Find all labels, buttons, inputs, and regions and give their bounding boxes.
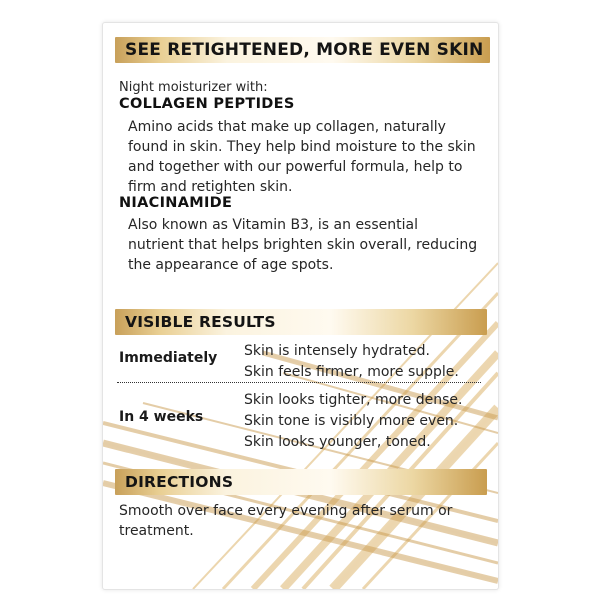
result-item: Skin looks tighter, more dense. — [244, 392, 463, 408]
results-row-label: Immediately — [119, 350, 218, 366]
results-list — [244, 341, 459, 383]
directions-banner: DIRECTIONS — [115, 469, 487, 495]
ingredient-description: Amino acids that make up collagen, naturally found in skin. They help bind moisture to the skin and together with our powerful formula, help to firm and retighten skin. — [128, 119, 476, 195]
results-divider — [117, 382, 481, 383]
ingredient-heading: NIACINAMIDE — [119, 195, 233, 211]
ingredient-description: Also known as Vitamin B3, is an essential nutrient that helps brighten skin overall, reducing the appearance of age spots. — [128, 217, 478, 273]
result-item: Skin tone is visibly more even. — [244, 413, 459, 429]
result-item: Skin is intensely hydrated. — [244, 343, 430, 359]
header-banner: SEE RETIGHTENED, MORE EVEN SKIN — [115, 37, 490, 63]
result-item: Skin looks younger, toned. — [244, 434, 431, 450]
ingredient-heading: COLLAGEN PEPTIDES — [119, 96, 295, 112]
directions-text: Smooth over face every evening after serum or treatment. — [119, 503, 453, 539]
results-list — [244, 390, 462, 453]
result-item: Skin feels firmer, more supple. — [244, 364, 459, 380]
results-banner: VISIBLE RESULTS — [115, 309, 487, 335]
product-info-card — [102, 22, 499, 590]
intro-text: Night moisturizer with: — [119, 80, 268, 95]
results-row-label: In 4 weeks — [119, 409, 204, 425]
